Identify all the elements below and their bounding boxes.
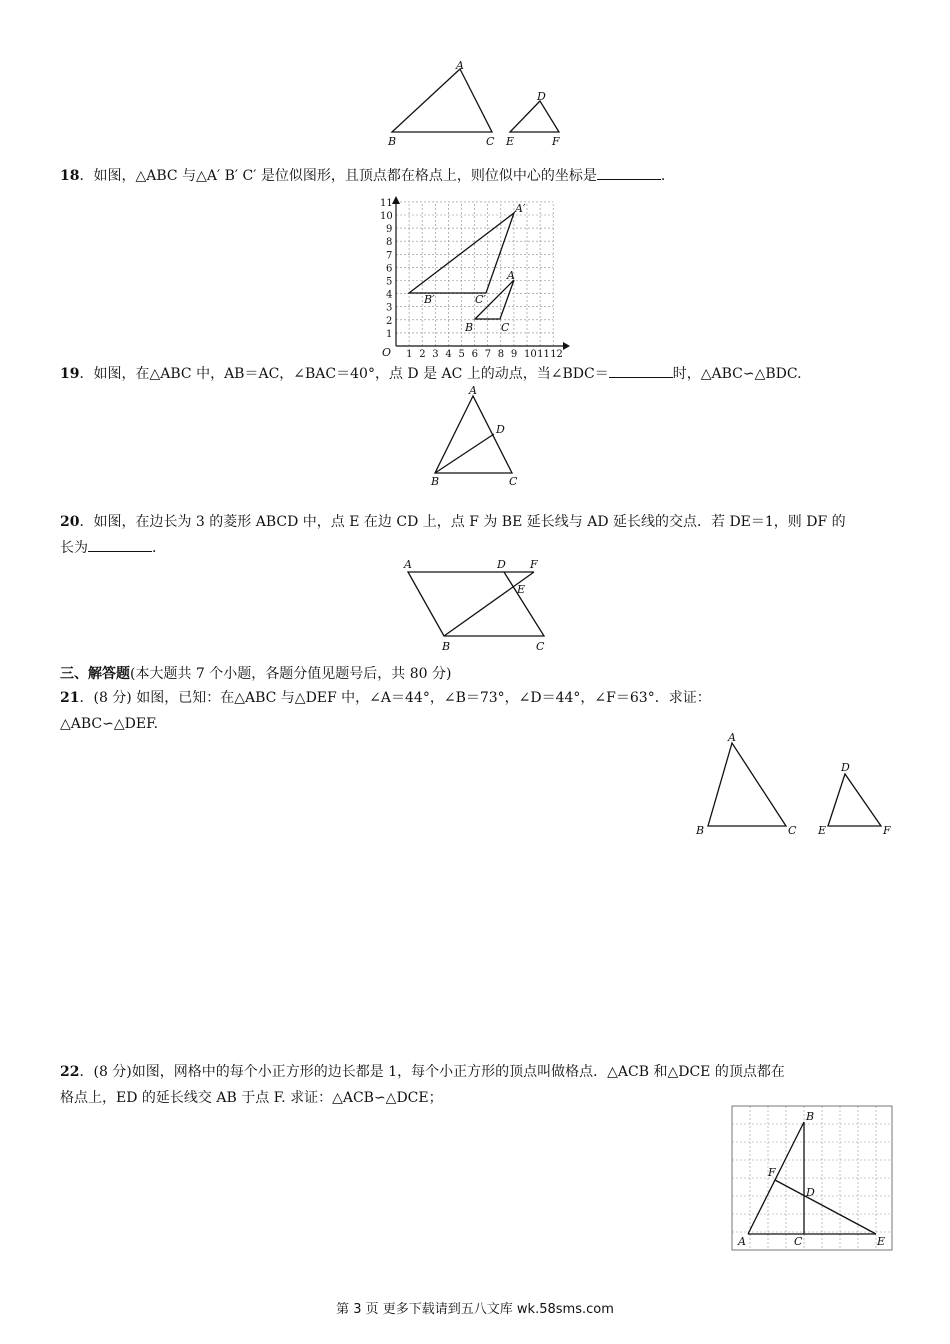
q18-label-c-prime: C′ [475,293,486,306]
q21-label-d: D [841,761,850,774]
q18-answer-blank[interactable] [597,165,661,180]
q20-label-e: E [517,583,526,596]
q20-label-d: D [497,558,506,571]
q18-y-tick-label: 4 [386,289,393,301]
q20-number: 20 [60,514,80,530]
q19-segment-bd [435,434,494,473]
q20-label-f: F [530,558,538,571]
q18-x-tick-label: 3 [432,349,439,360]
q18-y-tick-label: 1 [386,328,393,340]
q17-label-d: D [537,90,546,103]
q18-x-tick-label: 6 [471,349,478,360]
q20-figure [396,554,556,656]
q17-label-b: B [388,135,397,148]
q19-text-b: 时，△ABC∽△BDC. [672,366,802,382]
q18-x-tick-label: 1 [406,349,413,360]
q22-line1: ．(8 分)如图，网格中的每个小正方形的边长都是 1，每个小正方形的顶点叫做格点．△ACB 和△DCE 的顶点都在 [79,1064,785,1080]
q21-number: 21 [60,690,80,706]
page-footer: 第 3 页 更多下载请到五八文库 wk.58sms.com [336,1302,614,1317]
q19-text [60,362,900,386]
q18-y-tick-label: 9 [386,224,393,236]
q20-line2-a: 长为 [60,540,88,556]
q17-label-a: A [456,59,464,72]
q18-x-tick-label: 2 [419,349,426,360]
q18-y-arrow [392,196,400,204]
q21-label-a: A [728,731,736,744]
q18-origin: O [382,346,392,359]
q21-label-c: C [788,824,797,837]
q20-segment-bf [444,572,534,636]
q18-label-b-prime: B′ [424,293,435,306]
q18-x-tick-label: 10 [524,349,537,360]
section-3-heading [60,662,900,686]
q21-label-b: B [696,824,705,837]
q17-figure [380,58,580,150]
triangle-abc [392,69,492,132]
q18-number: 18 [60,168,80,184]
q20-line1: ．如图，在边长为 3 的菱形 ABCD 中，点 E 在边 CD 上，点 F 为 BE 延长线与 AD 延长线的交点．若 DE＝1，则 DF 的 [79,514,846,530]
q19-label-b: B [431,475,440,488]
q18-text [60,164,900,188]
q22-label-b: B [806,1110,815,1123]
q18-y-tick-label: 6 [386,263,393,275]
q17-label-f: F [552,135,560,148]
q22-number: 22 [60,1064,80,1080]
q18-x-arrow [563,342,570,350]
q22-label-f: F [768,1166,776,1179]
q18-y-tick-label: 11 [380,197,393,209]
q20-label-b: B [442,640,451,653]
q20-label-c: C [536,640,545,653]
q21-figure [690,728,900,840]
q21-line2: △ABC∽△DEF. [60,716,159,732]
q18-text-b: ． [660,168,675,184]
q22-label-e: E [877,1235,886,1248]
q22-label-d: D [806,1186,815,1199]
q20-label-a: A [404,558,412,571]
section-3-note: (本大题共 7 个小题，各题分值见题号后，共 80 分) [130,666,452,682]
q19-figure [420,384,530,490]
q22-text-line1 [60,1060,900,1084]
q18-label-c: C [501,321,510,334]
q20-rhombus [408,572,544,636]
q21-label-f: F [883,824,891,837]
q21-triangle-abc [708,743,786,826]
q19-label-a: A [469,384,477,397]
q19-number: 19 [60,366,80,382]
q18-x-tick-label: 8 [497,349,505,360]
q21-text-line1 [60,686,900,710]
q18-ticks [380,198,563,360]
q18-x-tick-label: 9 [510,349,518,360]
q18-y-tick-label: 2 [386,315,393,327]
q18-y-tick-label: 5 [386,276,393,288]
section-3-title: 三、解答题 [60,666,130,682]
q18-x-tick-label: 11 [537,349,550,360]
q18-label-a: A [507,269,515,282]
q20-line2-b: ． [152,540,166,556]
q18-x-tick-label: 4 [445,349,452,360]
q18-x-tick-label: 5 [458,349,465,360]
q18-y-tick-label: 7 [386,250,393,262]
q21-label-e: E [818,824,827,837]
triangle-def [510,101,559,132]
q19-label-d: D [496,423,505,436]
q20-text-line1 [60,510,900,534]
q18-grid [396,202,553,346]
q17-label-c: C [486,135,495,148]
q18-y-tick-label: 3 [386,302,393,314]
q22-label-c: C [794,1235,803,1248]
q20-answer-blank[interactable] [88,537,152,552]
q21-triangle-def [828,774,881,826]
q18-y-tick-label: 10 [380,211,393,222]
q18-grid-figure [368,194,570,360]
q22-grid [732,1106,892,1250]
q18-label-b: B [465,321,474,334]
q17-label-e: E [506,135,515,148]
q22-line2: 格点上，ED 的延长线交 AB 于点 F. 求证：△ACB∽△DCE； [60,1090,443,1106]
q19-text-a: ．如图，在△ABC 中，AB＝AC，∠BAC＝40°，点 D 是 AC 上的动点，当∠BDC＝ [79,366,609,382]
q18-label-a-prime: A′ [515,202,526,215]
q18-y-tick-label: 8 [386,237,393,249]
q19-answer-blank[interactable] [609,363,673,378]
q19-label-c: C [509,475,518,488]
q18-x-tick-label: 7 [484,349,492,360]
q18-text-a: ．如图，△ABC 与△A′ B′ C′ 是位似图形，且顶点都在格点上，则位似中心的坐标是 [79,168,597,184]
q22-segment-ef [775,1180,876,1234]
q18-x-tick-label: 12 [550,349,563,360]
q21-line1: ．(8 分) 如图，已知：在△ABC 与△DEF 中，∠A＝44°，∠B＝73°，∠D＝44°，∠F＝63°．求证： [79,690,711,706]
q22-figure [728,1102,898,1254]
q22-label-a: A [738,1235,746,1248]
